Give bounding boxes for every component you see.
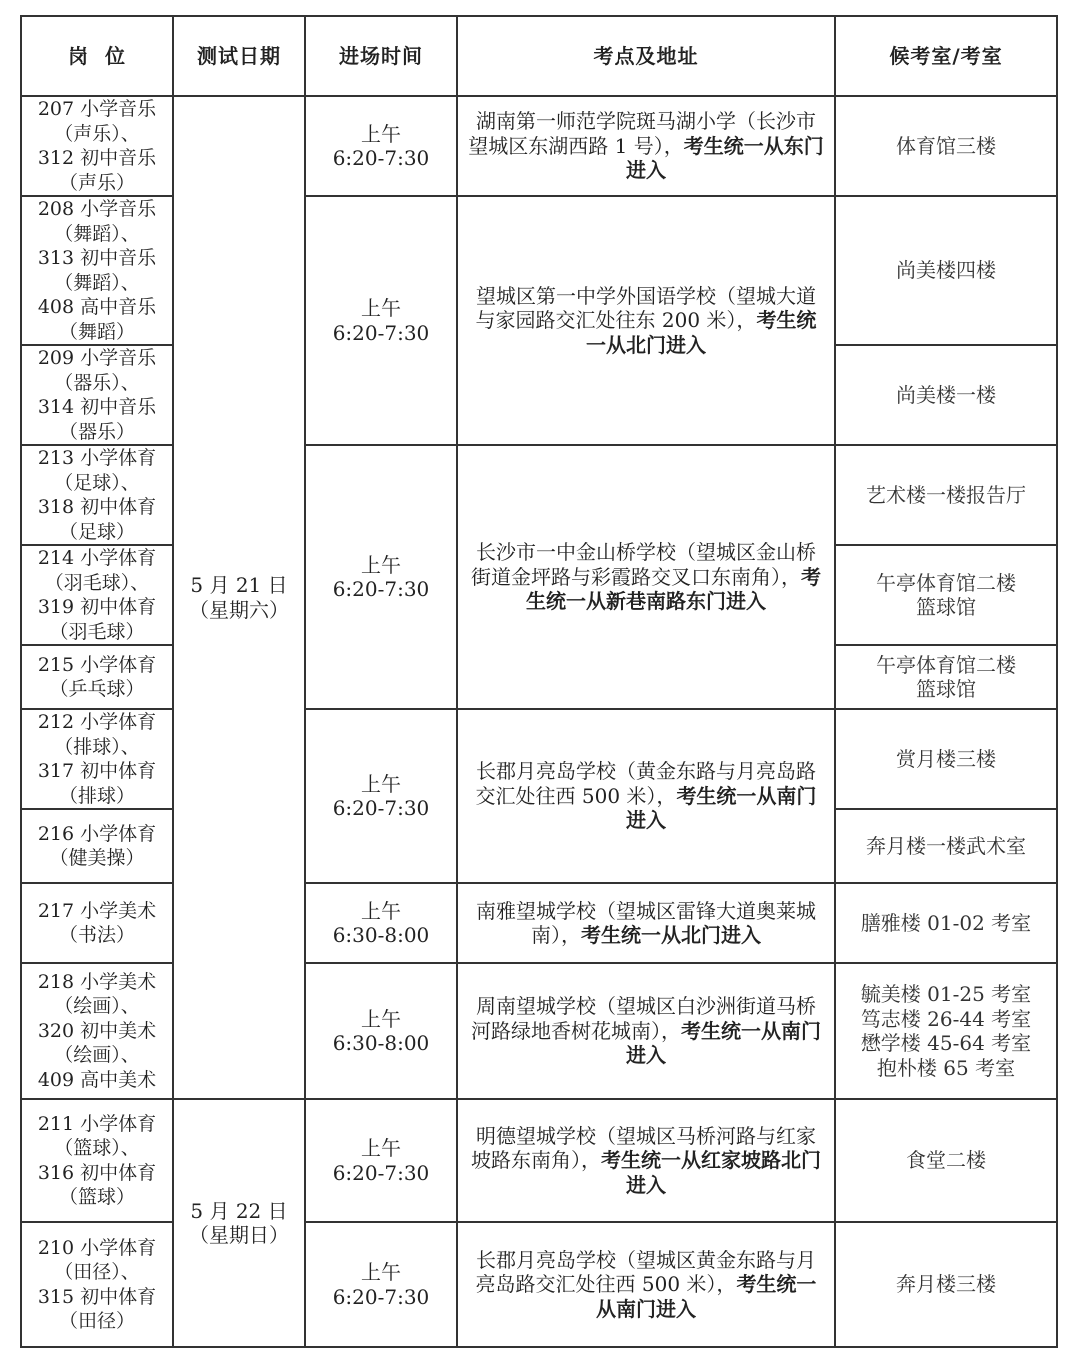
cell-line: 体育馆三楼 xyxy=(896,133,996,158)
venue-cell xyxy=(457,196,835,445)
time-cell xyxy=(305,963,457,1099)
cell-line: （田径）、 xyxy=(54,1261,140,1283)
venue-entrance: 考生统一从红家坡路北门进入 xyxy=(601,1148,821,1197)
table-row xyxy=(21,96,1057,196)
cell-line: （足球）、 xyxy=(54,471,140,494)
cell-line: 上午 xyxy=(361,1136,401,1160)
cell-line: 膳雅楼 01-02 考室 xyxy=(860,910,1032,935)
room-cell xyxy=(835,645,1057,709)
post-cell xyxy=(21,545,173,645)
venue-entrance: 考生统一从南门进入 xyxy=(626,1018,821,1068)
venue-entrance: 考生统一从南门进入 xyxy=(596,1272,817,1321)
cell-line: 409 高中美术 xyxy=(37,1068,157,1091)
room-cell xyxy=(835,196,1057,345)
venue-entrance: 考生统一从北门进入 xyxy=(586,308,817,357)
venue-cell xyxy=(457,1099,835,1222)
header-time: 进场时间 xyxy=(305,16,457,96)
cell-line: 214 小学体育 xyxy=(37,547,157,569)
room-cell xyxy=(835,545,1057,645)
cell-line: 6:20-7:30 xyxy=(332,796,430,820)
cell-line: （羽毛球）、 xyxy=(44,571,150,594)
post-cell xyxy=(21,809,173,883)
post-cell xyxy=(21,709,173,809)
cell-line: 上午 xyxy=(361,1006,401,1031)
room-cell xyxy=(835,1099,1057,1222)
venue-cell xyxy=(457,1222,835,1347)
cell-line: 217 小学美术 xyxy=(37,899,157,922)
venue-cell xyxy=(457,709,835,883)
post-cell xyxy=(21,963,173,1099)
post-cell xyxy=(21,645,173,709)
cell-line: 318 初中体育 xyxy=(37,496,157,518)
cell-line: （羽毛球） xyxy=(49,620,145,643)
post-cell xyxy=(21,445,173,545)
cell-line: （田径） xyxy=(58,1310,135,1332)
time-cell xyxy=(305,196,457,445)
time-cell xyxy=(305,709,457,883)
cell-line: 毓美楼 01-25 考室 xyxy=(860,982,1032,1006)
venue-cell xyxy=(457,96,835,196)
cell-line: 上午 xyxy=(361,296,401,320)
cell-line: （舞蹈） xyxy=(58,320,135,343)
cell-line: （书法） xyxy=(58,924,135,946)
cell-line: 211 小学体育 xyxy=(37,1112,157,1135)
cell-line: 218 小学美术 xyxy=(37,970,157,993)
cell-line: 午亭体育馆二楼 xyxy=(876,652,1016,677)
cell-line: 奔月楼三楼 xyxy=(896,1272,996,1297)
cell-line: 6:30-8:00 xyxy=(332,923,430,947)
cell-line: （排球）、 xyxy=(54,735,140,758)
venue-address: 长郡月亮岛学校（望城区黄金东路与月亮岛路交汇处往西 500 米）， xyxy=(475,1247,816,1297)
header-venue: 考点及地址 xyxy=(457,16,835,96)
cell-line: 上午 xyxy=(361,1260,401,1284)
cell-line: （乒乓球） xyxy=(49,678,145,700)
cell-line: 313 初中音乐 xyxy=(37,247,157,269)
cell-line: 尚美楼一楼 xyxy=(896,382,996,407)
cell-line: 216 小学体育 xyxy=(37,822,157,845)
cell-line: 奔月楼一楼武术室 xyxy=(866,833,1026,858)
cell-line: 320 初中美术 xyxy=(37,1019,157,1042)
cell-line: （排球） xyxy=(58,784,135,807)
cell-line: 319 初中体育 xyxy=(37,596,157,618)
cell-line: 210 小学体育 xyxy=(37,1236,157,1259)
cell-line: （健美操） xyxy=(49,847,145,869)
cell-line: 笃志楼 26-44 考室 xyxy=(860,1006,1032,1031)
time-cell xyxy=(305,445,457,709)
venue-entrance: 考生统一从东门进入 xyxy=(626,133,824,183)
cell-line: 213 小学体育 xyxy=(37,447,157,469)
room-cell xyxy=(835,1222,1057,1347)
cell-line: 5 月 21 日 xyxy=(190,573,288,597)
cell-line: （器乐） xyxy=(58,420,135,443)
post-cell xyxy=(21,883,173,963)
cell-line: 208 小学音乐 xyxy=(37,198,157,220)
post-cell xyxy=(21,96,173,196)
cell-line: 懋学楼 45-64 考室 xyxy=(860,1031,1032,1055)
cell-line: 抱朴楼 65 考室 xyxy=(876,1055,1016,1080)
room-cell xyxy=(835,709,1057,809)
post-cell xyxy=(21,1099,173,1222)
date-cell xyxy=(173,96,305,1099)
cell-line: 6:20-7:30 xyxy=(332,1160,430,1185)
venue-address: 长郡月亮岛学校（黄金东路与月亮岛路交汇处往西 500 米）， xyxy=(475,759,816,808)
venue-entrance: 考生统一从新巷南路东门进入 xyxy=(526,564,821,614)
cell-line: 312 初中音乐 xyxy=(37,147,157,169)
cell-line: 6:20-7:30 xyxy=(332,146,430,170)
cell-line: （声乐）、 xyxy=(54,122,140,145)
cell-line: 赏月楼三楼 xyxy=(896,746,996,771)
venue-address: 望城区第一中学外国语学校（望城大道与家园路交汇处往东 200 米）， xyxy=(475,283,816,333)
venue-entrance: 考生统一从南门进入 xyxy=(626,783,817,833)
cell-line: （绘画）、 xyxy=(54,995,140,1018)
cell-line: 315 初中体育 xyxy=(37,1285,157,1308)
room-cell xyxy=(835,963,1057,1099)
cell-line: 6:20-7:30 xyxy=(332,1284,430,1309)
room-cell xyxy=(835,96,1057,196)
cell-line: 上午 xyxy=(361,121,401,146)
header-room: 候考室/考室 xyxy=(835,16,1057,96)
exam-schedule-table xyxy=(20,15,1058,1348)
cell-line: 午亭体育馆二楼 xyxy=(876,570,1016,595)
cell-line: 209 小学音乐 xyxy=(37,347,157,369)
room-cell xyxy=(835,445,1057,545)
cell-line: 上午 xyxy=(361,552,401,577)
date-cell xyxy=(173,1099,305,1347)
header-date: 测试日期 xyxy=(173,16,305,96)
cell-line: 篮球馆 xyxy=(916,677,976,701)
cell-line: （舞蹈）、 xyxy=(54,222,140,245)
cell-line: （星期日） xyxy=(189,1223,289,1247)
venue-entrance: 考生统一从北门进入 xyxy=(581,923,761,947)
cell-line: 408 高中音乐 xyxy=(37,296,157,318)
time-cell xyxy=(305,1222,457,1347)
cell-line: 317 初中体育 xyxy=(37,760,157,782)
venue-cell xyxy=(457,963,835,1099)
cell-line: 314 初中音乐 xyxy=(37,396,157,418)
venue-address: 周南望城学校（望城区白沙洲街道马桥河路绿地香树花城南）， xyxy=(471,994,816,1043)
venue-address: 长沙市一中金山桥学校（望城区金山桥街道金坪路与彩霞路交叉口东南角）， xyxy=(471,540,816,589)
cell-line: 上午 xyxy=(361,771,401,796)
cell-line: 艺术楼一楼报告厅 xyxy=(866,482,1026,507)
room-cell xyxy=(835,345,1057,445)
time-cell xyxy=(305,96,457,196)
cell-line: （篮球） xyxy=(58,1186,135,1208)
post-cell xyxy=(21,1222,173,1347)
venue-cell xyxy=(457,883,835,963)
cell-line: （声乐） xyxy=(58,171,135,194)
time-cell xyxy=(305,883,457,963)
cell-line: （舞蹈）、 xyxy=(54,271,140,294)
cell-line: 篮球馆 xyxy=(916,595,976,619)
cell-line: （足球） xyxy=(58,520,135,543)
cell-line: 6:20-7:30 xyxy=(332,320,430,345)
cell-line: 316 初中体育 xyxy=(37,1161,157,1184)
cell-line: 上午 xyxy=(361,898,401,923)
cell-line: （星期六） xyxy=(189,597,289,622)
venue-address: 明德望城学校（望城区马桥河路与红家坡路东南角）， xyxy=(471,1123,816,1173)
cell-line: （绘画）、 xyxy=(54,1044,140,1067)
cell-line: （篮球）、 xyxy=(54,1137,140,1159)
table-row xyxy=(21,1099,1057,1222)
cell-line: 食堂二楼 xyxy=(906,1148,986,1173)
cell-line: 尚美楼四楼 xyxy=(896,258,996,283)
cell-line: （器乐）、 xyxy=(54,371,140,394)
cell-line: 207 小学音乐 xyxy=(37,98,157,120)
header-row xyxy=(21,16,1057,96)
venue-cell xyxy=(457,445,835,709)
post-cell xyxy=(21,345,173,445)
header-post: 岗 位 xyxy=(21,16,173,96)
cell-line: 5 月 22 日 xyxy=(190,1198,288,1223)
cell-line: 6:20-7:30 xyxy=(332,577,430,601)
time-cell xyxy=(305,1099,457,1222)
room-cell xyxy=(835,809,1057,883)
cell-line: 215 小学体育 xyxy=(37,653,157,676)
venue-address: 南雅望城学校（望城区雷锋大道奥莱城南）， xyxy=(476,898,816,947)
cell-line: 212 小学体育 xyxy=(37,711,157,733)
post-cell xyxy=(21,196,173,345)
venue-address: 湖南第一师范学院斑马湖小学（长沙市望城区东湖西路 1 号）， xyxy=(468,109,816,158)
cell-line: 6:30-8:00 xyxy=(332,1031,430,1055)
room-cell xyxy=(835,883,1057,963)
